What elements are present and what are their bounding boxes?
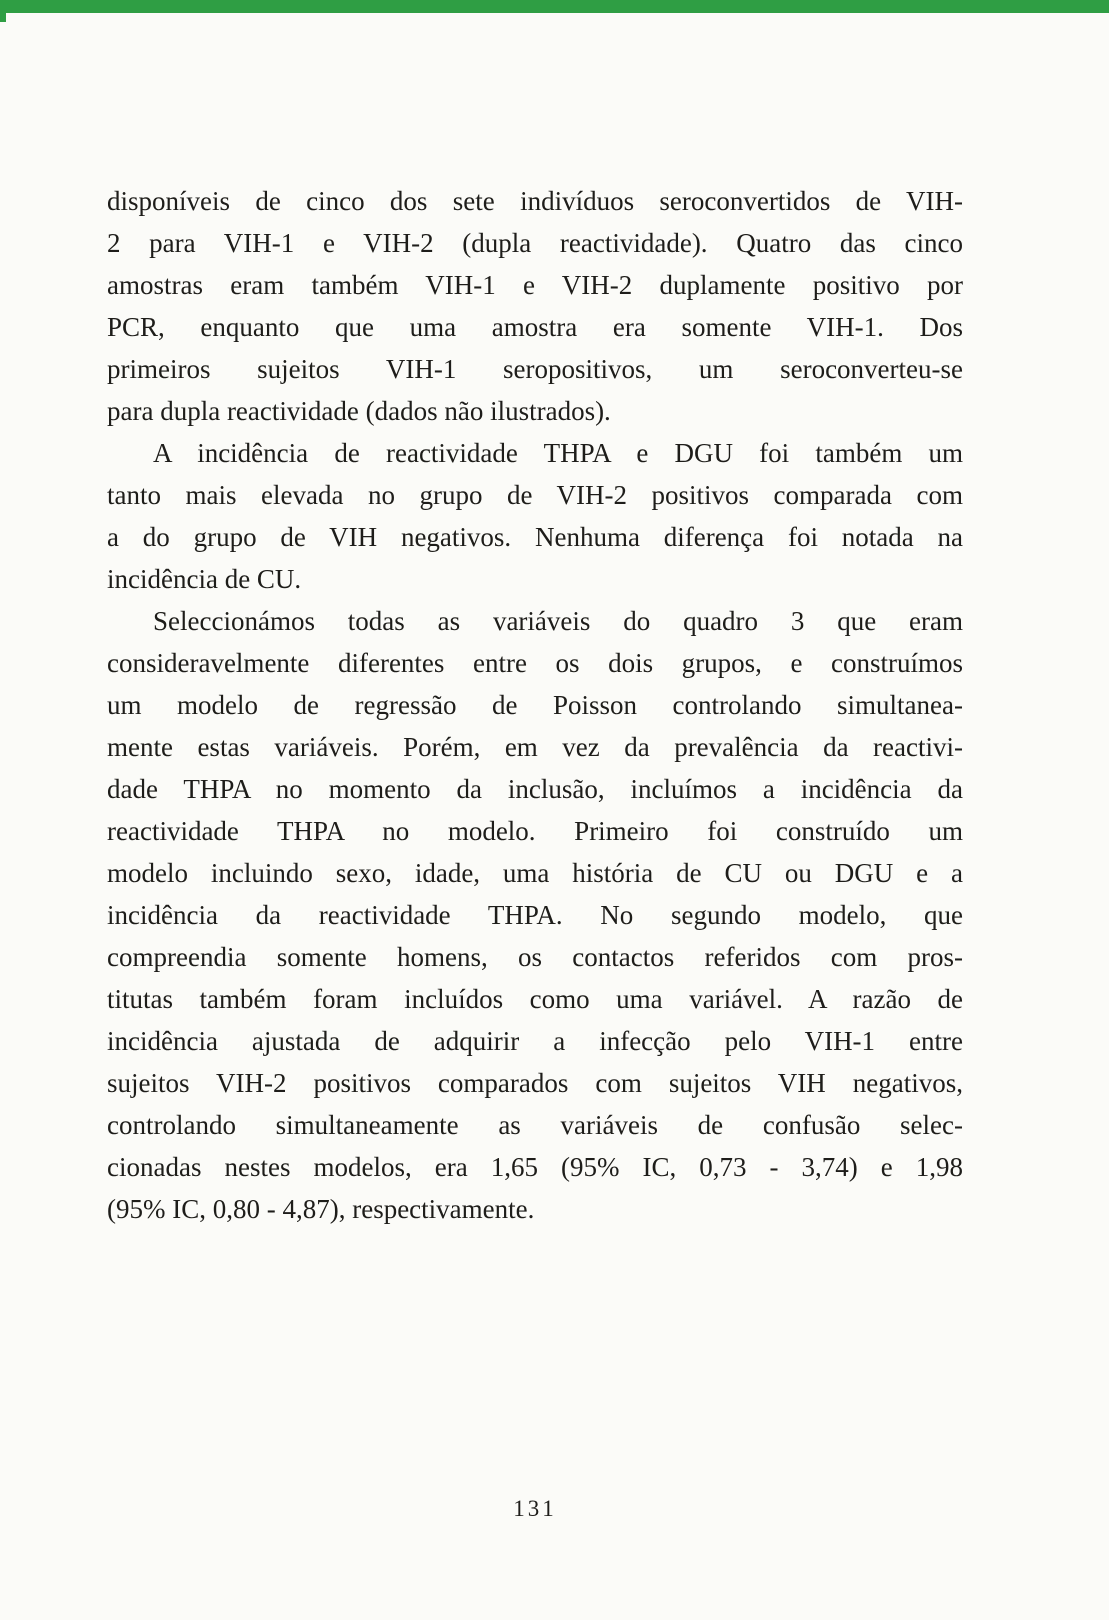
text-line: (95% IC, 0,80 - 4,87), respectivamente. [107, 1194, 535, 1224]
text-line: mente estas variáveis. Porém, em vez da prevalência da reactivi- [107, 732, 963, 762]
text-line: Seleccionámos todas as variáveis do quadro 3 que eram [153, 606, 963, 636]
text-line: consideravelmente diferentes entre os dois grupos, e construímos [107, 648, 963, 678]
body-text [107, 180, 963, 1230]
text-line: reactividade THPA no modelo. Primeiro foi construído um [107, 816, 963, 846]
text-line: amostras eram também VIH-1 e VIH-2 duplamente positivo por [107, 270, 963, 300]
text-line: 2 para VIH-1 e VIH-2 (dupla reactividade). Quatro das cinco [107, 228, 963, 258]
text-line: incidência da reactividade THPA. No segundo modelo, que [107, 900, 963, 930]
text-line: dade THPA no momento da inclusão, incluímos a incidência da [107, 774, 963, 804]
green-edge-strip [0, 0, 1109, 13]
text-line: a do grupo de VIH negativos. Nenhuma diferença foi notada na [107, 522, 963, 552]
text-line: titutas também foram incluídos como uma variável. A razão de [107, 984, 963, 1014]
text-line: compreendia somente homens, os contactos referidos com pros- [107, 942, 963, 972]
text-line: PCR, enquanto que uma amostra era somente VIH-1. Dos [107, 312, 963, 342]
text-line: incidência ajustada de adquirir a infecção pelo VIH-1 entre [107, 1026, 963, 1056]
text-line: sujeitos VIH-2 positivos comparados com sujeitos VIH negativos, [107, 1068, 963, 1098]
text-line: controlando simultaneamente as variáveis de confusão selec- [107, 1110, 963, 1140]
text-line: disponíveis de cinco dos sete indivíduos seroconvertidos de VIH- [107, 186, 963, 216]
text-line: incidência de CU. [107, 564, 302, 594]
text-line: para dupla reactividade (dados não ilustrados). [107, 396, 611, 426]
text-line: A incidência de reactividade THPA e DGU foi também um [153, 438, 963, 468]
text-line: um modelo de regressão de Poisson controlando simultanea- [107, 690, 963, 720]
page-number: 131 [513, 1496, 557, 1521]
green-edge-corner [0, 0, 6, 22]
text-line: primeiros sujeitos VIH-1 seropositivos, um seroconverteu-se [107, 354, 963, 384]
text-line: tanto mais elevada no grupo de VIH-2 positivos comparada com [107, 480, 963, 510]
text-line: cionadas nestes modelos, era 1,65 (95% IC, 0,73 - 3,74) e 1,98 [107, 1152, 963, 1182]
text-line: modelo incluindo sexo, idade, uma história de CU ou DGU e a [107, 858, 963, 888]
